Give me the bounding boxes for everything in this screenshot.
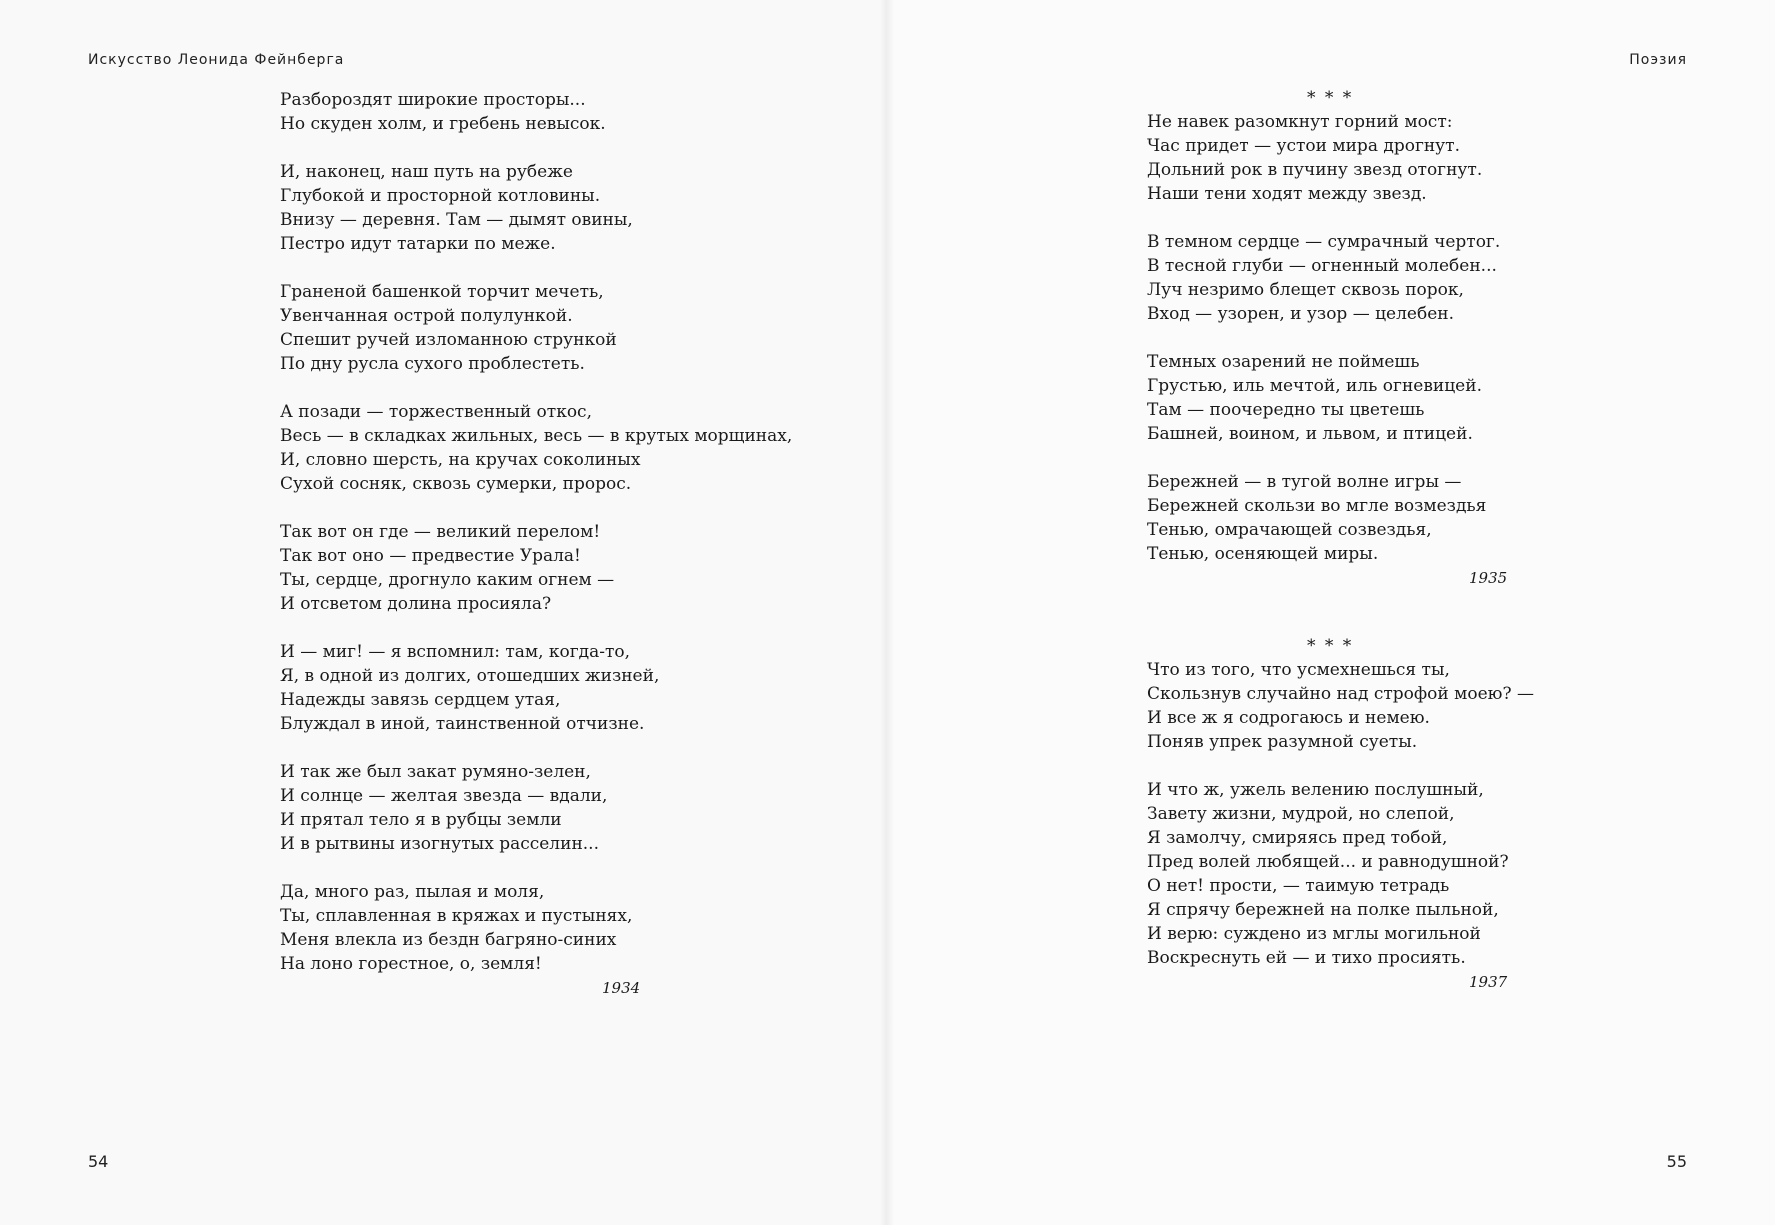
poem-line: Не навек разомкнут горний мост: bbox=[1147, 112, 1453, 132]
poem-line: Поняв упрек разумной суеты. bbox=[1147, 732, 1418, 752]
section-separator: * * * bbox=[1307, 88, 1354, 108]
poem-line: О нет! прости, — таимую тетрадь bbox=[1147, 876, 1450, 896]
running-head-right: Поэзия bbox=[1629, 52, 1687, 68]
stanza bbox=[280, 520, 760, 616]
poem-line: И в рытвины изогнутых расселин... bbox=[280, 834, 599, 854]
poem-line: Завету жизни, мудрой, но слепой, bbox=[1147, 804, 1455, 824]
poem-line: Грустью, иль мечтой, иль огневицей. bbox=[1147, 376, 1482, 396]
poem-line: Вход — узорен, и узор — целебен. bbox=[1147, 304, 1454, 324]
poem-line: Бережней скользи во мгле возмездья bbox=[1147, 496, 1487, 516]
poem-line: По дну русла сухого проблестеть. bbox=[280, 354, 585, 374]
poem-line: Башней, воином, и львом, и птицей. bbox=[1147, 424, 1473, 444]
poem-line: Пестро идут татарки по меже. bbox=[280, 234, 556, 254]
poem-line: И, словно шерсть, на кручах соколиных bbox=[280, 450, 641, 470]
poem-line: Меня влекла из бездн багряно-синих bbox=[280, 930, 617, 950]
poem-line: Сухой сосняк, сквозь сумерки, пророс. bbox=[280, 474, 632, 494]
poem-line: Час придет — устои мира дрогнут. bbox=[1147, 136, 1460, 156]
stanza bbox=[280, 760, 760, 856]
book-gutter bbox=[880, 0, 894, 1225]
poem-line: Там — поочередно ты цветешь bbox=[1147, 400, 1425, 420]
poem-line: В тесной глуби — огненный молебен... bbox=[1147, 256, 1497, 276]
stanza bbox=[280, 400, 793, 496]
poem-line: Темных озарений не поймешь bbox=[1147, 352, 1420, 372]
poem-line: И все ж я содрогаюсь и немею. bbox=[1147, 708, 1430, 728]
poem-line: Бережней — в тугой волне игры — bbox=[1147, 472, 1462, 492]
poem-line: А позади — торжественный откос, bbox=[280, 402, 592, 422]
poem-line: Разбороздят широкие просторы... bbox=[280, 90, 586, 110]
stanza bbox=[1147, 350, 1647, 446]
poem-line: Граненой башенкой торчит мечеть, bbox=[280, 282, 604, 302]
poem-line: В темном сердце — сумрачный чертог. bbox=[1147, 232, 1501, 252]
poem-line: Тенью, осеняющей миры. bbox=[1147, 544, 1379, 564]
section-separator: * * * bbox=[1307, 636, 1354, 656]
poem-line: Скользнув случайно над строфой моею? — bbox=[1147, 684, 1534, 704]
poem-line: Да, много раз, пылая и моля, bbox=[280, 882, 545, 902]
poem-year: 1934 bbox=[602, 979, 641, 997]
stanza bbox=[280, 280, 760, 376]
poem-line: Увенчанная острой полулункой. bbox=[280, 306, 573, 326]
poem-line: Но скуден холм, и гребень невысок. bbox=[280, 114, 606, 134]
poem-line: Наши тени ходят между звезд. bbox=[1147, 184, 1427, 204]
poem-line: Так вот оно — предвестие Урала! bbox=[280, 546, 581, 566]
poem-year: 1935 bbox=[1469, 569, 1508, 587]
poem-line: Что из того, что усмехнешься ты, bbox=[1147, 660, 1450, 680]
poem-line: И прятал тело я в рубцы земли bbox=[280, 810, 562, 830]
stanza bbox=[280, 880, 760, 976]
poem-line: И верю: суждено из мглы могильной bbox=[1147, 924, 1481, 944]
left-page bbox=[0, 0, 887, 1225]
poem-left bbox=[280, 88, 793, 1000]
poem-line: Блуждал в иной, таинственной отчизне. bbox=[280, 714, 645, 734]
poem-line: Пред волей любящей... и равнодушной? bbox=[1147, 852, 1509, 872]
poem-right-1 bbox=[1147, 86, 1647, 590]
stanza bbox=[1147, 110, 1647, 206]
stanza bbox=[1147, 658, 1647, 754]
right-page bbox=[887, 0, 1775, 1225]
poem-line: Весь — в складках жильных, весь — в крутых морщинах, bbox=[280, 426, 793, 446]
poem-line: И солнце — желтая звезда — вдали, bbox=[280, 786, 608, 806]
poem-line: Дольний рок в пучину звезд отогнут. bbox=[1147, 160, 1483, 180]
poem-line: Спешит ручей изломанною стрункой bbox=[280, 330, 617, 350]
stanza bbox=[1147, 778, 1647, 970]
poem-line: И — миг! — я вспомнил: там, когда-то, bbox=[280, 642, 631, 662]
poem-line: Я спрячу бережней на полке пыльной, bbox=[1147, 900, 1499, 920]
stanza bbox=[1147, 470, 1647, 566]
poem-line: Глубокой и просторной котловины. bbox=[280, 186, 601, 206]
poem-line: Ты, сердце, дрогнуло каким огнем — bbox=[280, 570, 615, 590]
poem-line: Я, в одной из долгих, отошедших жизней, bbox=[280, 666, 660, 686]
poem-line: Я замолчу, смиряясь пред тобой, bbox=[1147, 828, 1448, 848]
poem-line: И, наконец, наш путь на рубеже bbox=[280, 162, 573, 182]
poem-line: Тенью, омрачающей созвездья, bbox=[1147, 520, 1432, 540]
stanza bbox=[280, 88, 760, 136]
poem-line: Так вот он где — великий перелом! bbox=[280, 522, 601, 542]
poem-right-2 bbox=[1147, 634, 1647, 994]
poem-line: На лоно горестное, о, земля! bbox=[280, 954, 542, 974]
page-number-left: 54 bbox=[88, 1152, 109, 1171]
stanza bbox=[1147, 230, 1647, 326]
running-head-left: Искусство Леонида Фейнберга bbox=[88, 52, 345, 68]
poem-line: Внизу — деревня. Там — дымят овины, bbox=[280, 210, 633, 230]
poem-line: Луч незримо блещет сквозь порок, bbox=[1147, 280, 1464, 300]
poem-line: И что ж, ужель велению послушный, bbox=[1147, 780, 1484, 800]
poem-line: И отсветом долина просияла? bbox=[280, 594, 552, 614]
page-number-right: 55 bbox=[1666, 1152, 1687, 1171]
poem-line: Воскреснуть ей — и тихо просиять. bbox=[1147, 948, 1466, 968]
poem-line: Надежды завязь сердцем утая, bbox=[280, 690, 561, 710]
poem-line: И так же был закат румяно-зелен, bbox=[280, 762, 591, 782]
stanza bbox=[280, 160, 760, 256]
poem-year: 1937 bbox=[1469, 973, 1508, 991]
stanza bbox=[280, 640, 760, 736]
poem-line: Ты, сплавленная в кряжах и пустынях, bbox=[280, 906, 633, 926]
